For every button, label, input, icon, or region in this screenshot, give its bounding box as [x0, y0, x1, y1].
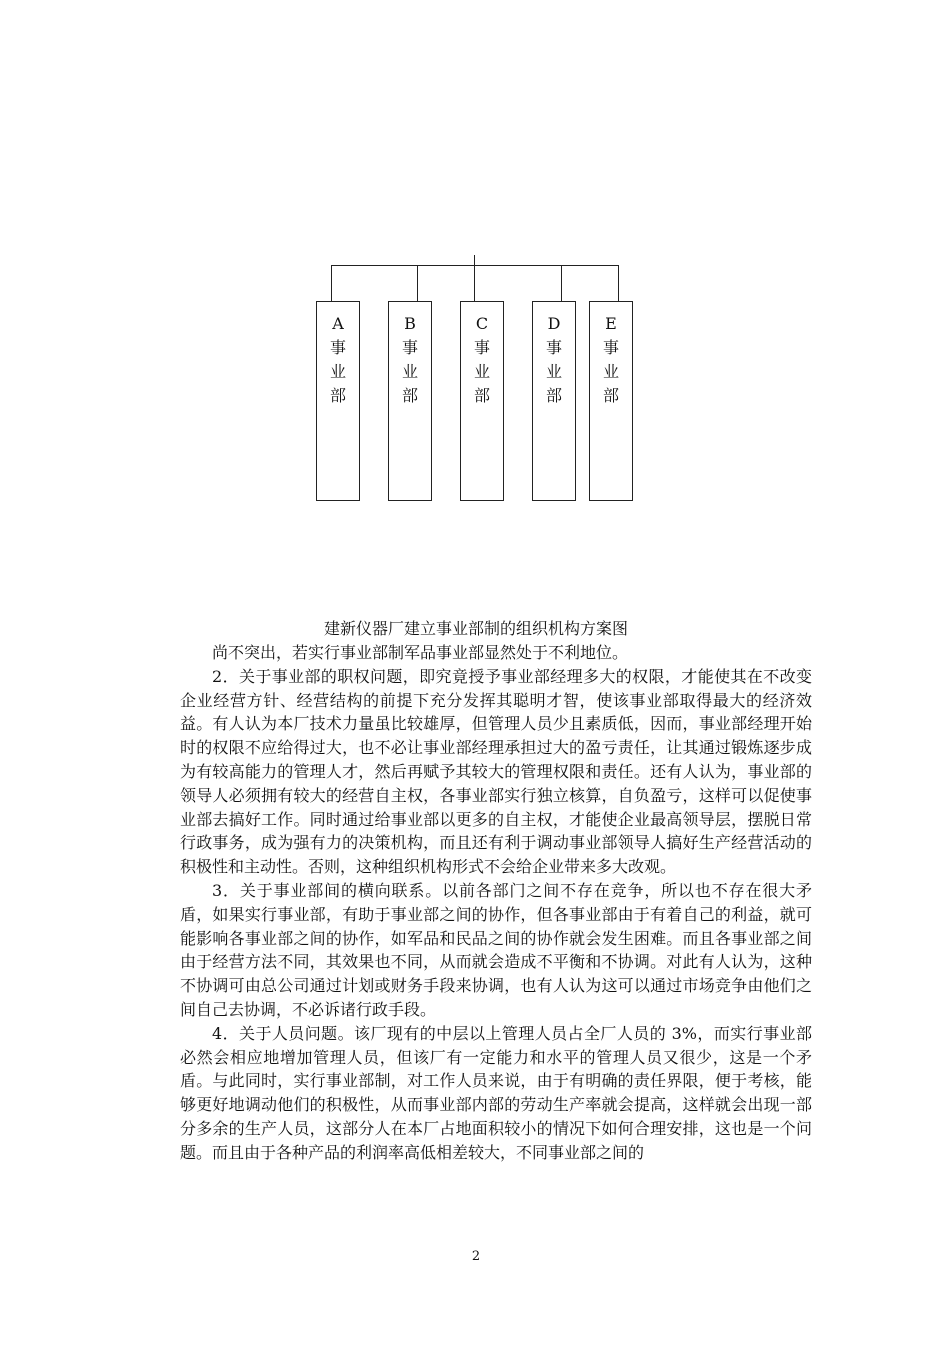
figure-caption: 建新仪器厂建立事业部制的组织机构方案图 [323, 619, 628, 638]
org-chart [0, 0, 952, 600]
unit-letter: C [475, 314, 489, 333]
paragraph: 3．关于事业部间的横向联系。以前各部门之间不存在竞争，所以也不存在很大矛盾，如果实行事业部，有助于事业部之间的协作，但各事业部由于有着自己的利益，就可能影响各事业部之间的协作，如军品和民品之间的协作就会发生困难。而且各事业部之间由于经营方法不同，其效果也不同，从而就会造成不平衡和不协调。对此有人认为，这种不协调可由总公司通过计划或财务手段来协调，也有人认为这可以通过市场竞争由他们之间自己去协调，不必诉诸行政手段。 [180, 880, 812, 1019]
paragraph: 2．关于事业部的职权问题，即究竟授予事业部经理多大的权限，才能使其在不改变企业经营方针、经营结构的前提下充分发挥其聪明才智，使该事业部取得最大的经济效益。有人认为本厂技术力量虽比较雄厚，但管理人员少且素质低，因而，事业部经理开始时的权限不应给得过大，也不必让事业部经理承担过大的盈亏责任，让其通过锻炼逐步成为有较高能力的管理人才，然后再赋予其较大的管理权限和责任。还有人认为，事业部的领导人必须拥有较大的经营自主权，各事业部实行独立核算，自负盈亏，这样可以促使事业部去搞好工作。同时通过给事业部以更多的自主权，才能使企业最高领导层，摆脱日常行政事务，成为强有力的决策机构，而且还有利于调动事业部领导人搞好生产经营活动的积极性和主动性。否则，这种组织机构形式不会给企业带来多大改观。 [180, 666, 812, 877]
unit-char: 业 [473, 362, 490, 381]
connector-d [561, 265, 562, 301]
unit-char: 部 [545, 386, 562, 405]
connector-e [618, 265, 619, 301]
page-number: 2 [471, 1249, 481, 1264]
unit-char: 事 [473, 338, 490, 357]
unit-letter: D [547, 314, 561, 333]
unit-char: 业 [545, 362, 562, 381]
unit-char: 部 [602, 386, 619, 405]
unit-char: 业 [401, 362, 418, 381]
connector-a [331, 265, 332, 301]
unit-char: 部 [473, 386, 490, 405]
unit-char: 事 [602, 338, 619, 357]
unit-char: 业 [329, 362, 346, 381]
paragraph: 尚不突出，若实行事业部制军品事业部显然处于不利地位。 [212, 643, 629, 662]
paragraph: 4．关于人员问题。该厂现有的中层以上管理人员占全厂人员的 3%，而实行事业部必然会相应地增加管理人员，但该厂有一定能力和水平的管理人员又很少，这是一个矛盾。与此同时，实行事业部制，对工作人员来说，由于有明确的责任界限，便于考核，能够更好地调动他们的积极性，从而事业部内部的劳动生产率就会提高，这样就会出现一部分多余的生产人员，这部分人在本厂占地面积较小的情况下如何合理安排，这也是一个问题。而且由于各种产品的利润率高低相差较大，不同事业部之间的 [180, 1023, 812, 1162]
unit-letter: A [332, 314, 344, 333]
unit-char: 业 [602, 362, 619, 381]
body-text [180, 641, 812, 1165]
unit-letter: B [404, 314, 416, 333]
unit-char: 部 [401, 386, 418, 405]
unit-letter: E [605, 314, 617, 333]
unit-a-box [316, 301, 360, 501]
unit-c-box [460, 301, 504, 501]
connector-c [474, 255, 475, 301]
unit-char: 部 [329, 386, 346, 405]
unit-d-box [532, 301, 576, 501]
unit-e-box [589, 301, 633, 501]
unit-char: 事 [329, 338, 346, 357]
unit-b-box [388, 301, 432, 501]
connector-b [417, 265, 418, 301]
unit-char: 事 [401, 338, 418, 357]
org-chart-top-connector [331, 265, 619, 266]
unit-char: 事 [545, 338, 562, 357]
